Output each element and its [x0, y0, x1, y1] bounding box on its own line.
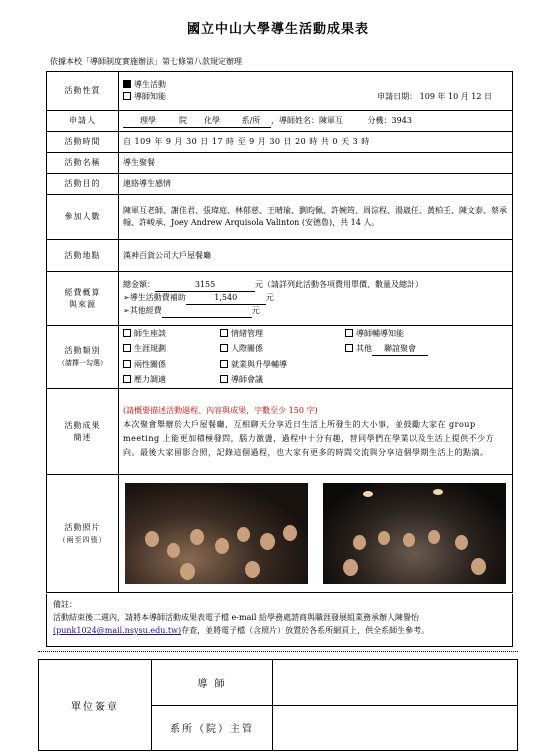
result-label-1: 活動成果 — [64, 420, 101, 430]
total-value: 3155 — [155, 279, 255, 292]
location-label: 活動地點 — [47, 240, 119, 272]
category-item[interactable]: 就業與升學輔導 — [220, 359, 345, 371]
mentor-sign-label: 導 師 — [152, 660, 273, 706]
photos-cell — [119, 475, 513, 593]
basis-text: 依據本校「導師制度實施辦法」第七條第八款規定辦理 — [50, 57, 242, 66]
head-sign-field[interactable] — [273, 705, 518, 751]
applicant-label: 申請人 — [47, 111, 119, 132]
purpose-value: 連絡導生感情 — [119, 174, 513, 195]
mentor-sign-field[interactable] — [273, 660, 518, 706]
remarks-text-1: 活動結束後二週內，請將本導師活動成果表電子檔 e-mail 給學務處諮商與職涯發展組業務承辦人陳譽怡 — [53, 613, 419, 622]
email-link[interactable]: (punk1024@mail.nsysu.edu.tw) — [53, 626, 182, 635]
time-label: 活動時間 — [47, 132, 119, 153]
category-cell — [119, 326, 513, 389]
checkbox-icon[interactable] — [345, 329, 353, 337]
activity-name-label: 活動名稱 — [47, 153, 119, 174]
row-budget — [47, 272, 513, 326]
photos-label — [47, 475, 119, 593]
participants-label: 參加人數 — [47, 195, 119, 240]
category-label — [47, 326, 119, 389]
nature-cell — [119, 72, 513, 111]
time-value: 自 109 年 9 月 30 日 17 時 至 9 月 30 日 20 時 共 0 天 3 時 — [119, 132, 513, 153]
report-form — [46, 71, 513, 593]
nature-opt1: 導生活動 — [134, 80, 166, 89]
result-hint: (請概要描述活動過程、內容與成果，字數至少 150 字) — [123, 405, 318, 415]
checkbox-icon[interactable] — [345, 344, 353, 352]
subsidy-suffix: 元 — [265, 293, 274, 302]
group-value: 分機：3943 — [367, 115, 412, 125]
result-cell — [119, 389, 513, 475]
checkbox-icon[interactable] — [220, 329, 228, 337]
category-label-2: （請擇一勾選） — [58, 359, 107, 367]
checkbox-checked-icon[interactable] — [123, 80, 131, 88]
category-item-other[interactable]: 其他 聯誼聚會 — [345, 343, 505, 356]
checkbox-icon[interactable] — [220, 344, 228, 352]
nature-opt2: 導師知能 — [134, 92, 166, 101]
category-item[interactable]: 導師輔導知能 — [345, 328, 505, 340]
category-item[interactable]: 人際關係 — [220, 343, 345, 356]
other-category-value: 聯誼聚會 — [372, 343, 428, 356]
checkbox-icon[interactable] — [220, 375, 228, 383]
checkbox-icon[interactable] — [123, 344, 131, 352]
category-item[interactable]: 導師會議 — [220, 374, 345, 386]
apply-date: 申請日期： 109 年 10 月 12 日 — [377, 92, 492, 101]
result-label — [47, 389, 119, 475]
remarks — [46, 594, 513, 647]
result-label-2: 簡述 — [73, 432, 92, 442]
total-suffix: 元（請詳列此活動各項費用單價、數量及總計） — [255, 280, 423, 289]
row-applicant — [47, 111, 513, 132]
page-title: 國立中山大學導生活動成果表 — [186, 22, 369, 37]
head-sign-label: 系所（院）主管 — [152, 705, 273, 751]
other-budget-label: ➢其他經費 — [123, 306, 162, 315]
row-photos — [47, 475, 513, 593]
category-label-1: 活動類別 — [64, 346, 101, 355]
row-time — [47, 132, 513, 153]
category-item[interactable]: 情緒管理 — [220, 328, 345, 340]
checkbox-icon[interactable] — [123, 360, 131, 368]
college-value: 理學 — [123, 115, 173, 128]
dept-suffix: 系/所 — [231, 115, 271, 128]
category-item[interactable]: 師生座談 — [123, 328, 220, 340]
participants-value: 陳軍互老師、謝佳君、張瑋庭、林郁慈、王晴瑜、劉昀佩、許婉筠、周淙程、湯崴任、黃柏壬、陳文泰、蔡承翰、許峻承、Joey Andrew Arquisola Valinton (安德魯)，共 14 人。 — [119, 195, 513, 240]
group-photo-2 — [323, 483, 506, 584]
subsidy-label: ➢導生活動費補助 — [123, 293, 186, 302]
cut-line — [38, 651, 518, 652]
college-suffix: 院 — [173, 115, 193, 128]
checkbox-icon[interactable] — [123, 92, 131, 100]
group-photo-1 — [125, 483, 308, 584]
category-item[interactable]: 生涯規劃 — [123, 343, 220, 356]
budget-label — [47, 272, 119, 326]
category-item[interactable]: 壓力調適 — [123, 374, 220, 386]
dept-value: 化學 — [193, 115, 231, 128]
remarks-title: 備註： — [53, 600, 77, 609]
signature-table — [38, 659, 518, 751]
row-participants — [47, 195, 513, 240]
checkbox-icon[interactable] — [220, 360, 228, 368]
row-result — [47, 389, 513, 475]
row-purpose — [47, 174, 513, 195]
other-budget-suffix: 元 — [251, 306, 260, 315]
row-name — [47, 153, 513, 174]
location-value: 漢神百貨公司大戶屋餐廳 — [119, 240, 513, 272]
remarks-text-2: 存查，並將電子檔（含照片）放置於各系所網頁上，供全系師生參考。 — [181, 626, 430, 635]
row-category — [47, 326, 513, 389]
nature-label: 活動性質 — [47, 72, 119, 111]
category-item[interactable]: 兩性關係 — [123, 359, 220, 371]
mentor-name: ，導師姓名：陳軍互 — [271, 115, 343, 125]
unit-sign-label: 單位簽章 — [39, 660, 152, 751]
other-budget-value — [162, 305, 252, 318]
result-text: 本次聚會舉辦於大戶屋餐廳，互相聊天分享近日生活上所發生的大小事，並鼓勵大家在 group meeting 上能更加積極發問，腦力激盪，過程中十分有趣，替同學們在學業以及生活上提供不少方向。最後大家留影合照，記錄這個過程，也大家有更多的時間交流與分享這個學期生活上的點滴。 — [123, 419, 495, 457]
budget-cell — [119, 272, 513, 326]
budget-label-1: 經費概算 — [64, 287, 101, 297]
budget-label-2: 與來源 — [69, 299, 96, 309]
purpose-label: 活動目的 — [47, 174, 119, 195]
activity-name-value: 導生聚餐 — [119, 153, 513, 174]
applicant-cell — [119, 111, 513, 132]
total-label: 總金額： — [123, 280, 155, 289]
checkbox-icon[interactable] — [123, 329, 131, 337]
photos-label-1: 活動照片 — [64, 522, 101, 532]
subsidy-value: 1,540 — [186, 292, 266, 305]
photos-label-2: （兩至四張） — [58, 535, 107, 544]
row-nature — [47, 72, 513, 111]
row-location — [47, 240, 513, 272]
checkbox-icon[interactable] — [123, 375, 131, 383]
